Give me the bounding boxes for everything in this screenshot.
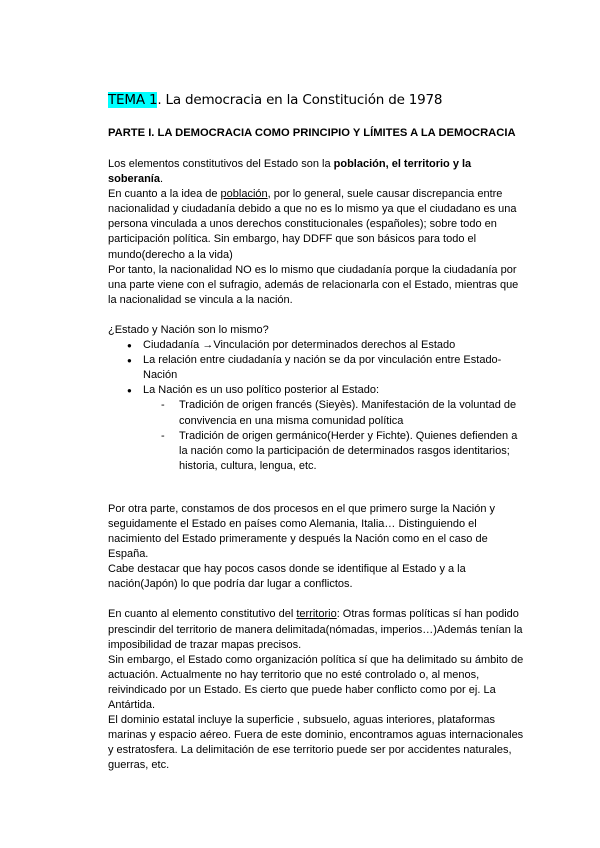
list-item: ● La relación entre ciudadanía y nación se da por vinculación entre Estado-Nación [143,353,528,383]
part-heading: PARTE I. LA DEMOCRACIA COMO PRINCIPIO Y LÍMITES A LA DEMOCRACIA [108,127,516,139]
paragraph-dominio: El dominio estatal incluye la superficie , subsuelo, aguas interiores, plataformas marinas y espacio aéreo. Fuera de este dominio, encontramos aguas internacionales y estratosfera. La delimitación de ese territorio puede ser por accidentes naturales, guerras, etc. [108,714,524,772]
p2-post: , por lo general, suele causar discrepancia entre nacionalidad y ciudadanía debido a que no es lo mismo ya que el ciudadano es una persona vinculada a unos derechos constitucionales (españoles); sobre todo en participación política. Sin embargo, hay DDFF que son básicos para todo el mundo(derecho a la vida) [108,188,517,261]
sub-list-item: - Tradición de origen francés (Sieyès). Manifestación de la voluntad de convivencia en una misma comunidad política [179,398,528,428]
sub-bullet-list [143,398,528,473]
territorio-term: territorio [296,608,337,621]
list-item: ● Ciudadanía →Vinculación por determinados derechos al Estado [143,338,528,353]
p6-pre: En cuanto al elemento constitutivo del [108,608,297,621]
bullet-list [108,338,528,474]
p1-text: Los elementos constitutivos del Estado son la [108,158,334,170]
paragraph-elements [108,157,528,187]
sub-list-item: - Tradición de origen germánico(Herder y Fichte). Quienes defienden a la nación como la participación de determinados rasgos identitarios; historia, cultura, lengua, etc. [179,429,528,474]
document-body [108,157,528,773]
poblacion-term: población [220,188,268,201]
list-item-text: La Nación es un uso político posterior al Estado: [143,384,380,397]
p1-bold: población, el territorio y la soberanía [108,158,472,186]
paragraph-procesos: Por otra parte, constamos de dos procesos en el que primero surge la Nación y seguidamente el Estado en países como Alemania, Italia… Distinguiendo el nacimiento del Estado primeramente y después la Nación como en el caso de España. [108,502,496,561]
title-rest: . La democracia en la Constitución de 1978 [157,92,443,108]
p6-post: : Otras formas políticas sí han podido prescindir del territorio de manera delimitada(nómadas, imperios…)Además tenían la imposibilidad de trazar mapas precisos. [108,608,523,651]
p2-pre: En cuanto a la idea de [108,188,221,201]
paragraph-japon: Cabe destacar que hay pocos casos donde se identifique al Estado y a la nación(Japón) lo que podría dar lugar a conflictos. [108,563,466,591]
list-item [143,383,528,474]
question-estado-nacion: ¿Estado y Nación son lo mismo? [108,323,269,336]
title-highlight: TEMA 1 [108,92,158,108]
paragraph-poblacion [108,187,528,262]
paragraph-territorio [108,607,528,652]
paragraph-nacionalidad: Por tanto, la nacionalidad NO es lo mismo que ciudadanía porque la ciudadanía por una parte viene con el sufragio, además de relacionarla con el Estado, mientras que la nacionalidad se vincula a la nación. [108,263,519,306]
document-title [108,92,442,108]
paragraph-delimitacion: Sin embargo, el Estado como organización política sí que ha delimitado su ámbito de actuación. Actualmente no hay territorio que no esté controlado o, al menos, reivindicado por un Estado. Es cierto que puede haber conflicto como por ej. La Antártida. [108,653,524,711]
p1-end: . [159,173,164,186]
